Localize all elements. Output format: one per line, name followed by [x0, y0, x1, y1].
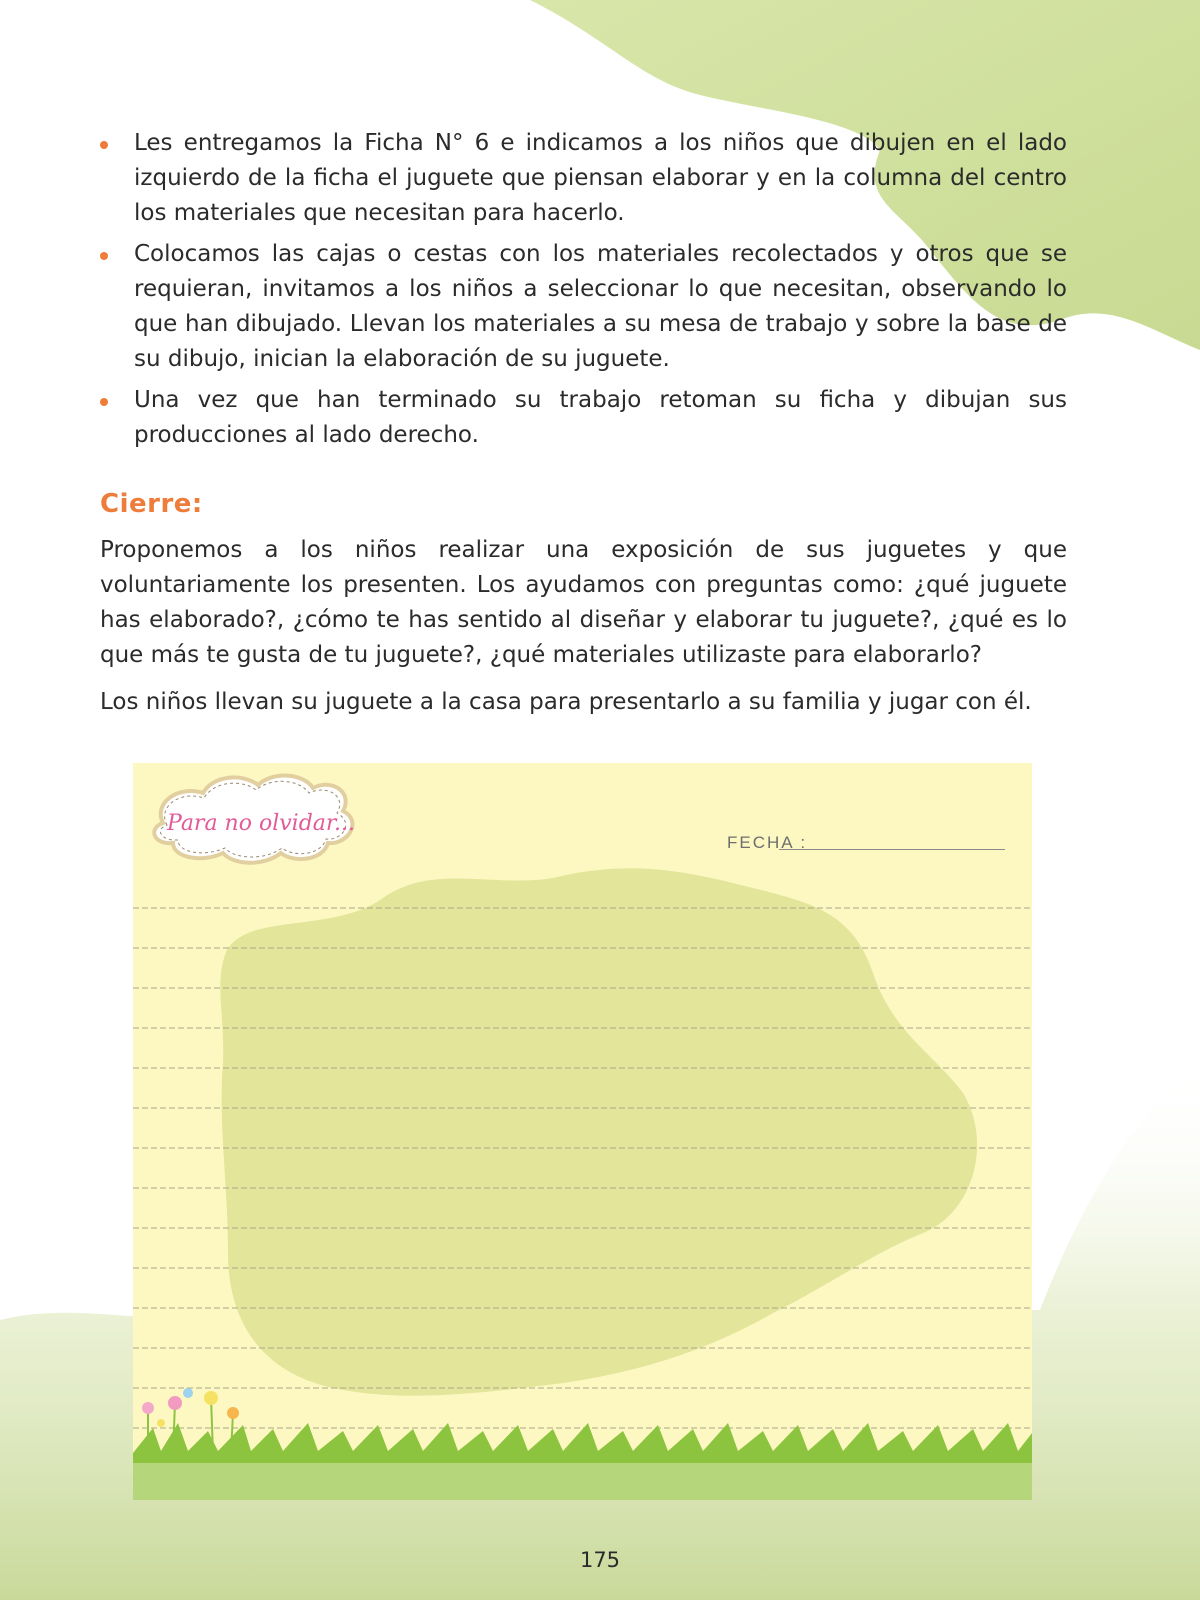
fecha-label: FECHA :	[727, 833, 808, 852]
green-blob	[220, 868, 977, 1395]
bullet-text: Colocamos las cajas o cestas con los materiales recolectados y otros que se requieran, invitamos a los niños a seleccionar lo que necesitan, observando lo que han dibujado. Llevan los materiales a su mesa de trabajo y sobre la base de su dibujo, inician la elaboración de su juguete.	[134, 241, 1067, 372]
list-item	[100, 126, 1067, 231]
bullet-icon	[100, 398, 108, 406]
bullet-icon	[100, 141, 108, 149]
notes-card-art	[133, 763, 1032, 1500]
bullet-icon	[100, 252, 108, 260]
para-no-olvidar-label: Para no olvidar...	[167, 811, 355, 836]
activity-list	[100, 126, 1067, 453]
list-item	[100, 237, 1067, 377]
notes-card	[133, 763, 1032, 1500]
cierre-heading: Cierre:	[100, 489, 203, 519]
bullet-text: Les entregamos la Ficha N° 6 e indicamos a los niños que dibujen en el lado izquierdo de la ficha el juguete que piensan elaborar y en la columna del centro los materiales que necesitan para hacerlo.	[134, 130, 1067, 226]
cierre-paragraph: Proponemos a los niños realizar una exposición de sus juguetes y que voluntariamente los presenten. Los ayudamos con preguntas como: ¿qué juguete has elaborado?, ¿cómo te has sentido al diseñar y elaborar tu juguete?, ¿qué es lo que más te gusta de tu juguete?, ¿qué materiales utilizaste para elaborarlo?	[100, 537, 1067, 668]
page-number: 175	[579, 1548, 621, 1572]
lesson-content	[100, 126, 1067, 732]
cierre-closing-paragraph: Los niños llevan su juguete a la casa para presentarlo a su familia y jugar con él.	[100, 689, 1032, 715]
list-item	[100, 383, 1067, 453]
bullet-text: Una vez que han terminado su trabajo retoman su ficha y dibujan sus producciones al lado derecho.	[134, 387, 1067, 448]
fecha-input-line[interactable]	[779, 849, 1005, 850]
